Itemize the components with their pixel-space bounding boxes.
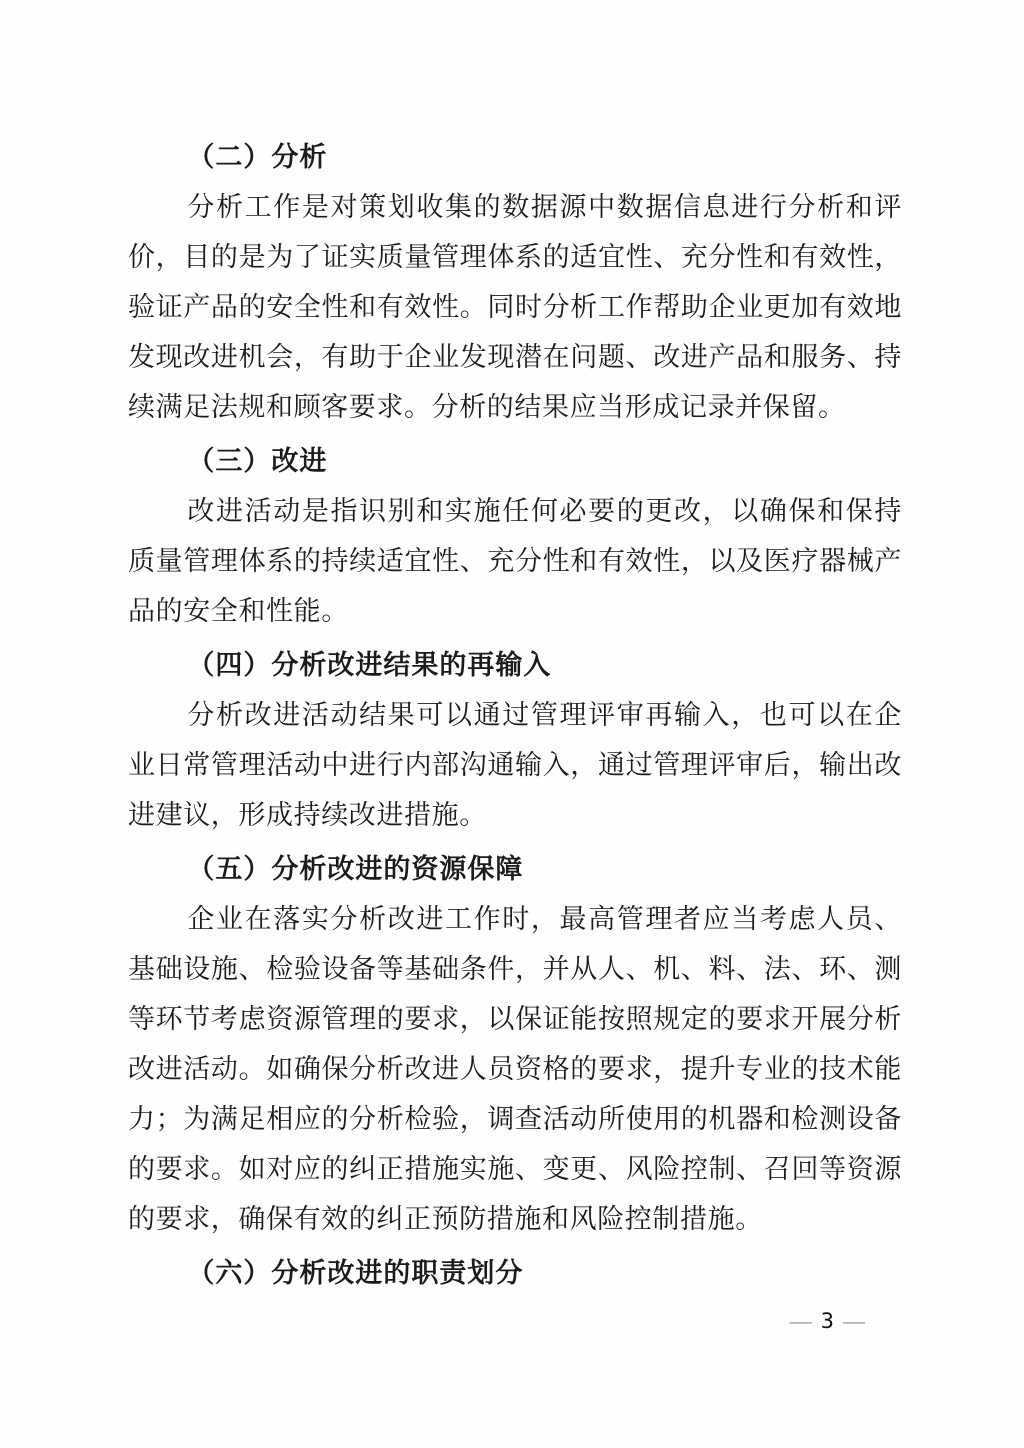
section-2-heading: （二）分析 <box>187 142 328 172</box>
section-3-heading: （三）改进 <box>187 446 328 476</box>
section-4-heading: （四）分析改进结果的再输入 <box>187 650 552 680</box>
section-2-paragraph: 分析工作是对策划收集的数据源中数据信息进行分析和评价，目的是为了证实质量管理体系的适宜性、充分性和有效性，验证产品的安全性和有效性。同时分析工作帮助企业更加有效地发现改进机会，有助于企业发现潜在问题、改进产品和服务、持续满足法规和顾客要求。分析的结果应当形成记录并保留。 <box>128 192 902 422</box>
section-5-heading: （五）分析改进的资源保障 <box>187 854 524 884</box>
section-6-heading: （六）分析改进的职责划分 <box>187 1258 524 1288</box>
page-number-dash-right: — <box>843 1308 866 1333</box>
section-3-paragraph: 改进活动是指识别和实施任何必要的更改，以确保和保持质量管理体系的持续适宜性、充分性和有效性，以及医疗器械产品的安全和性能。 <box>128 496 902 626</box>
section-5-paragraph: 企业在落实分析改进工作时，最高管理者应当考虑人员、基础设施、检验设备等基础条件，并从人、机、料、法、环、测等环节考虑资源管理的要求，以保证能按照规定的要求开展分析改进活动。如确保分析改进人员资格的要求，提升专业的技术能力；为满足相应的分析检验，调查活动所使用的机器和检测设备的要求。如对应的纠正措施实施、变更、风险控制、召回等资源的要求，确保有效的纠正预防措施和风险控制措施。 <box>128 904 902 1234</box>
page-number <box>782 1306 874 1336</box>
page-number-value: 3 <box>820 1309 835 1333</box>
page-number-dash-left: — <box>789 1308 813 1333</box>
section-4-paragraph: 分析改进活动结果可以通过管理评审再输入，也可以在企业日常管理活动中进行内部沟通输入，通过管理评审后，输出改进建议，形成持续改进措施。 <box>128 700 902 830</box>
document-body <box>128 128 902 1298</box>
